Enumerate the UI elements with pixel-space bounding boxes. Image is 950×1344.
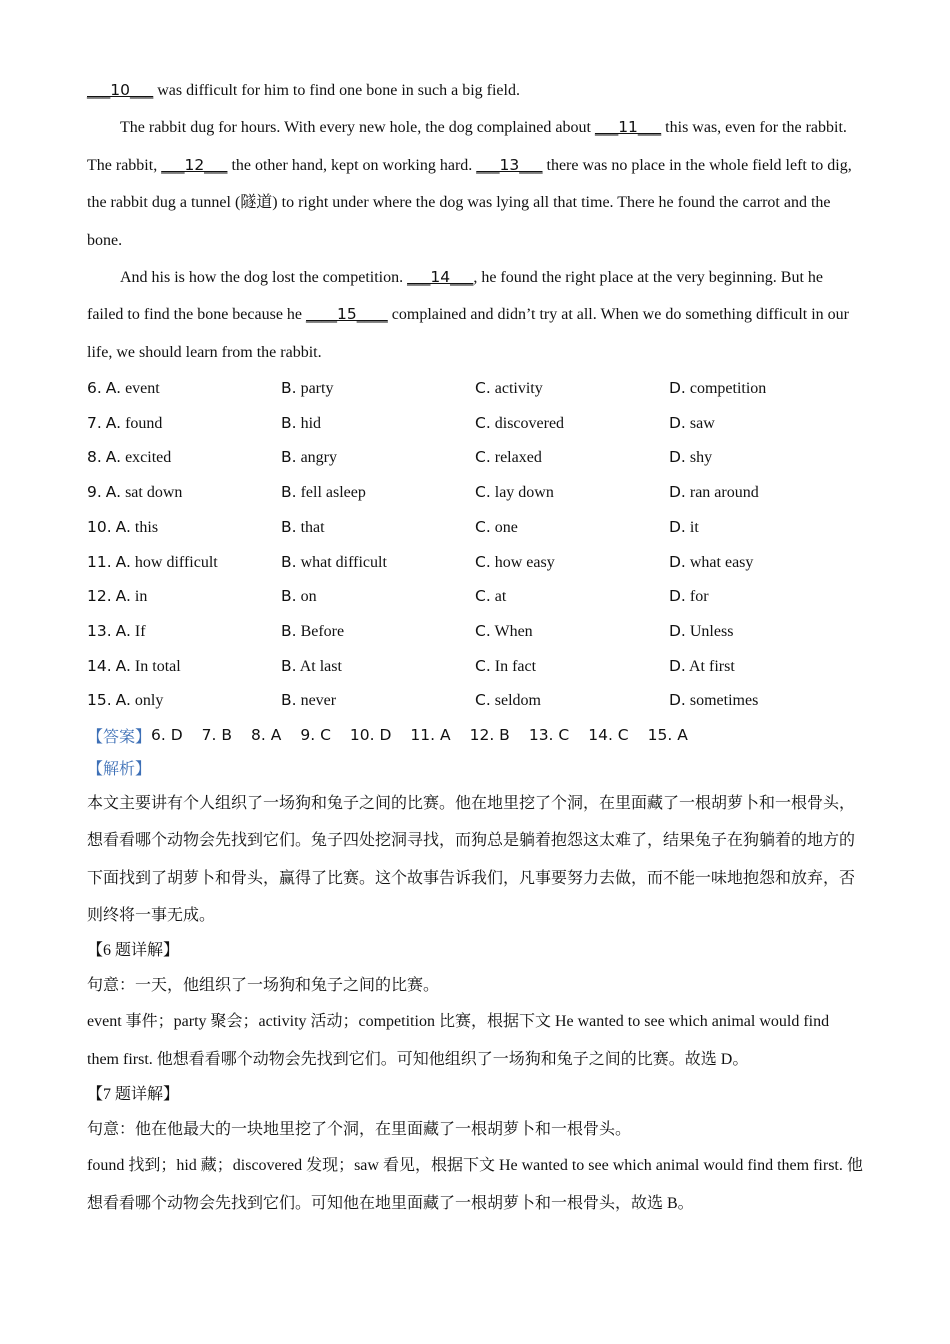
answer-item: 15. A: [647, 725, 688, 744]
option-a: this: [134, 518, 159, 536]
answer-item: 11. A: [410, 725, 451, 744]
passage-paragraph-0: [87, 72, 863, 109]
option-c: seldom: [494, 692, 541, 710]
option-b: angry: [300, 449, 337, 467]
passage-text: , he found the right place at the very beginning. But he failed to find the bone because he: [87, 269, 824, 324]
question-row-7: [87, 406, 863, 441]
question-number: 11.: [87, 552, 112, 571]
blank-12: ___12___: [161, 155, 228, 174]
option-label-d: D.: [669, 587, 686, 606]
question-list: [87, 371, 863, 718]
document-page: [87, 72, 863, 1222]
answer-item: 12. B: [469, 725, 510, 744]
answer-item: 7. B: [201, 725, 233, 744]
option-label-c: C.: [475, 587, 491, 606]
option-c: In fact: [494, 657, 537, 675]
option-label-d: D.: [669, 413, 686, 432]
option-c: how easy: [494, 553, 555, 571]
option-d: Unless: [689, 622, 734, 640]
option-label-a: A.: [115, 621, 131, 640]
option-b: never: [300, 692, 337, 710]
option-d: ran around: [689, 484, 759, 502]
option-c: one: [494, 518, 518, 536]
option-a: only: [134, 692, 164, 710]
option-label-a: A.: [105, 379, 122, 398]
option-b: Before: [300, 622, 345, 640]
question-number: 14.: [87, 656, 112, 675]
blank-15: ____15____: [306, 305, 388, 324]
answer-item: 10. D: [349, 725, 392, 744]
option-d: At first: [689, 657, 735, 675]
option-b: on: [300, 588, 317, 606]
option-label-b: B.: [281, 621, 297, 640]
question-row-9: [87, 475, 863, 510]
question-number: 13.: [87, 621, 112, 640]
option-label-c: C.: [475, 483, 491, 502]
option-label-a: A.: [115, 587, 131, 606]
blank-11: ___11___: [594, 118, 662, 137]
option-label-b: B.: [281, 483, 297, 502]
passage-paragraph-2: [87, 259, 863, 371]
question-row-8: [87, 441, 863, 476]
question-row-12: [87, 579, 863, 614]
option-c: relaxed: [494, 449, 542, 467]
option-label-a: A.: [105, 448, 122, 467]
detail-explain-6: event 事件；party 聚会；activity 活动；competition 比赛，根据下文 He wanted to see which animal would find them first. 他想看看哪个动物会先找到它们。可知他组织了一场狗和兔子之间的比赛。故选 D。: [87, 1013, 830, 1068]
option-label-b: B.: [281, 587, 297, 606]
option-a: In total: [134, 657, 181, 675]
option-label-c: C.: [475, 621, 491, 640]
option-label-d: D.: [669, 483, 686, 502]
passage-text: this was, even for the rabbit. The rabbit,: [87, 119, 847, 174]
question-row-13: [87, 614, 863, 649]
option-c: When: [494, 622, 533, 640]
option-label-b: B.: [281, 656, 297, 675]
option-d: it: [689, 518, 699, 536]
question-number: 7.: [87, 413, 102, 432]
option-label-d: D.: [669, 448, 686, 467]
option-d: sometimes: [689, 692, 759, 710]
option-a: found: [125, 414, 163, 432]
answer-line: [87, 718, 863, 753]
analysis-summary: 本文主要讲有个人组织了一场狗和兔子之间的比赛。他在地里挖了个洞，在里面藏了一根胡萝卜和一根骨头，想看看哪个动物会先找到它们。兔子四处挖洞寻找，而狗总是躺着抱怨这太难了，结果兔子在狗躺着的地方的下面找到了胡萝卜和骨头，赢得了比赛。这个故事告诉我们，凡事要努力去做，而不能一味地抱怨和放弃，否则终将一事无成。: [87, 794, 856, 925]
detail-title-6: 【6 题详解】: [87, 942, 180, 960]
option-label-c: C.: [475, 517, 491, 536]
answer-item: 8. A: [251, 725, 282, 744]
answer-item: 6. D: [151, 725, 183, 744]
option-label-a: A.: [115, 517, 131, 536]
option-label-a: A.: [105, 413, 122, 432]
question-number: 15.: [87, 691, 112, 710]
blank-14: ___14___: [407, 268, 474, 287]
question-number: 10.: [87, 517, 112, 536]
passage-paragraph-1: [87, 109, 863, 259]
question-row-15: [87, 683, 863, 718]
option-label-d: D.: [669, 691, 686, 710]
passage-text: The rabbit dug for hours. With every new hole, the dog complained about: [120, 119, 595, 137]
option-a: in: [134, 588, 148, 606]
option-b: At last: [299, 657, 342, 675]
option-b: hid: [300, 414, 322, 432]
question-row-11: [87, 545, 863, 580]
option-b: that: [300, 518, 325, 536]
blank-13: ___13___: [476, 155, 543, 174]
option-d: saw: [689, 414, 715, 432]
detail-explain-7: found 找到；hid 藏；discovered 发现；saw 看见，根据下文 He wanted to see which animal would find them first. 他想看看哪个动物会先找到它们。可知他在地里面藏了一根胡萝卜和一根骨头，故选 B。: [87, 1157, 863, 1212]
option-label-c: C.: [475, 379, 491, 398]
option-label-b: B.: [281, 552, 297, 571]
detail-title-7: 【7 题详解】: [87, 1086, 180, 1104]
detail-meaning-7: 句意：他在他最大的一块地里挖了个洞，在里面藏了一根胡萝卜和一根骨头。: [87, 1121, 632, 1139]
option-a: sat down: [125, 484, 183, 502]
detail-meaning-6: 句意：一天，他组织了一场狗和兔子之间的比赛。: [87, 977, 440, 995]
question-row-14: [87, 649, 863, 684]
option-d: what easy: [689, 553, 754, 571]
question-row-10: [87, 510, 863, 545]
answer-item: 13. C: [528, 725, 570, 744]
passage-text: was difficult for him to find one bone in such a big field.: [153, 82, 520, 99]
option-label-b: B.: [281, 448, 297, 467]
option-label-a: A.: [115, 552, 131, 571]
answer-items: [151, 726, 707, 745]
analysis-label: 【解析】: [87, 760, 152, 778]
question-number: 9.: [87, 483, 102, 502]
question-number: 6.: [87, 379, 102, 398]
option-d: competition: [689, 380, 767, 398]
option-label-d: D.: [669, 552, 686, 571]
option-a: event: [125, 380, 160, 398]
answer-label: 【答案】: [87, 728, 152, 746]
option-label-b: B.: [281, 691, 297, 710]
question-number: 12.: [87, 587, 112, 606]
option-label-a: A.: [115, 656, 131, 675]
option-b: fell asleep: [300, 484, 366, 502]
option-a: If: [134, 622, 146, 640]
option-label-d: D.: [669, 621, 686, 640]
passage-text: the other hand, kept on working hard.: [227, 156, 477, 174]
option-c: lay down: [494, 484, 554, 502]
option-label-c: C.: [475, 413, 491, 432]
option-label-c: C.: [475, 552, 491, 571]
option-d: for: [689, 588, 709, 606]
option-c: activity: [494, 380, 543, 398]
option-a: how difficult: [134, 553, 218, 571]
answer-item: 9. C: [300, 725, 331, 744]
option-label-d: D.: [669, 517, 686, 536]
answer-item: 14. C: [588, 725, 629, 744]
option-a: excited: [125, 449, 172, 467]
question-number: 8.: [87, 448, 102, 467]
option-label-d: D.: [669, 379, 686, 398]
option-c: discovered: [494, 414, 565, 432]
passage-text: complained and didn’t try at all. When we do something difficult in our life, we should learn from the rabbit.: [87, 306, 850, 361]
option-label-c: C.: [475, 448, 491, 467]
blank-10: ___10___: [87, 81, 154, 99]
question-row-6: [87, 371, 863, 406]
option-label-a: A.: [105, 483, 122, 502]
option-label-c: C.: [475, 691, 491, 710]
option-d: shy: [689, 449, 713, 467]
option-label-a: A.: [115, 691, 131, 710]
option-label-d: D.: [669, 656, 686, 675]
option-b: party: [300, 380, 334, 398]
option-label-b: B.: [281, 379, 297, 398]
option-label-b: B.: [281, 413, 297, 432]
option-label-c: C.: [475, 656, 491, 675]
option-c: at: [494, 588, 507, 606]
option-b: what difficult: [300, 553, 387, 571]
option-label-b: B.: [281, 517, 297, 536]
passage-text: there was no place in the whole field left to dig, the rabbit dug a tunnel (隧道) to right under where the dog was lying all that time. There he found the carrot and the bone.: [87, 156, 852, 249]
passage-text: And his is how the dog lost the competition.: [120, 269, 408, 287]
